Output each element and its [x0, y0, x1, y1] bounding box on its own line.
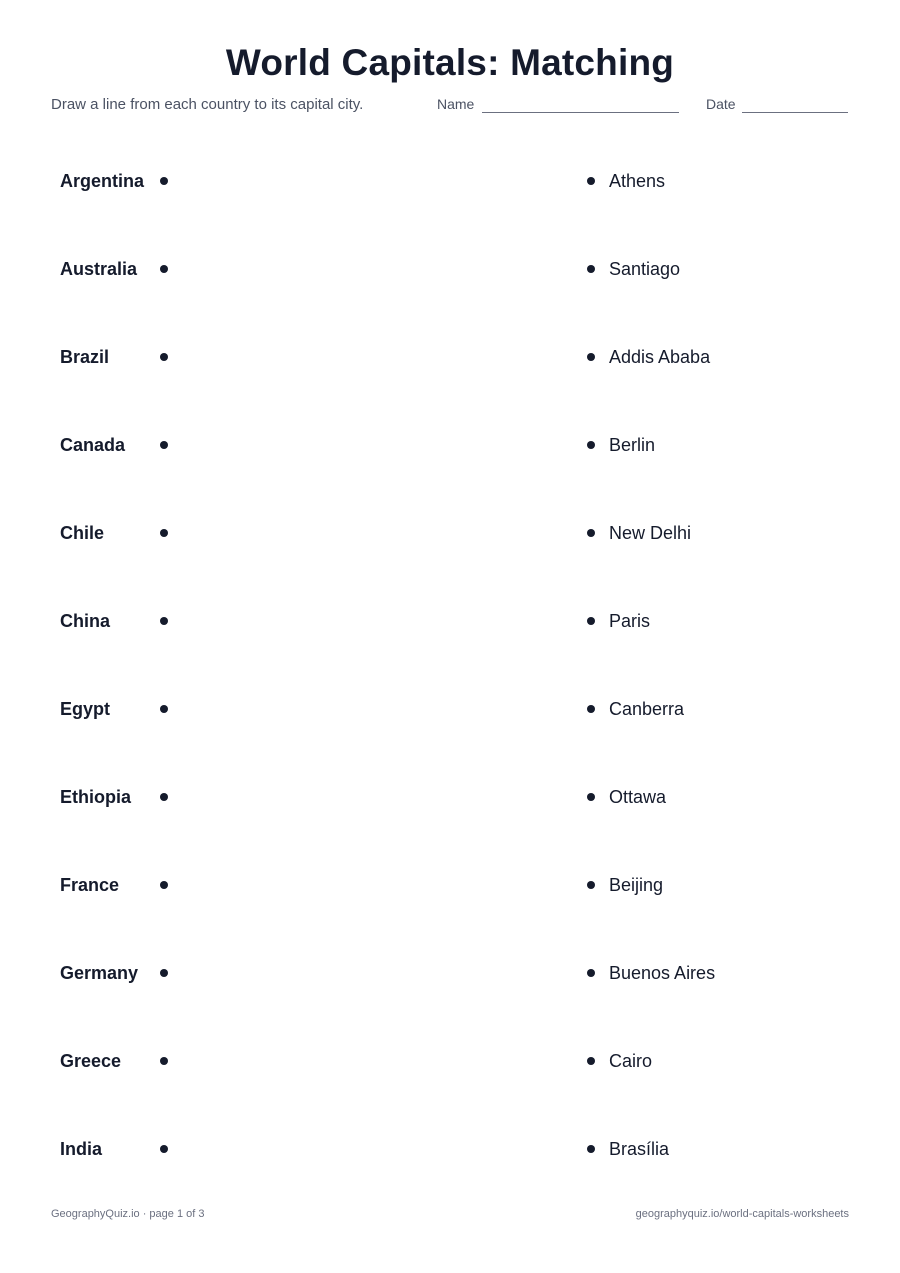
match-row [0, 430, 900, 460]
capital-dot[interactable] [587, 969, 595, 977]
match-row [0, 694, 900, 724]
page-title: World Capitals: Matching [225, 42, 675, 83]
country-dot[interactable] [160, 969, 168, 977]
name-field[interactable] [482, 112, 679, 113]
country-label: Germany [60, 963, 139, 983]
match-row [0, 958, 900, 988]
instructions: Draw a line from each country to its capital city. [51, 96, 364, 113]
country-dot[interactable] [160, 793, 168, 801]
match-row [0, 518, 900, 548]
country-dot[interactable] [160, 353, 168, 361]
country-label: Chile [60, 523, 105, 543]
match-row [0, 1134, 900, 1164]
country-dot[interactable] [160, 177, 168, 185]
country-label: Australia [60, 259, 138, 279]
capital-dot[interactable] [587, 1145, 595, 1153]
country-dot[interactable] [160, 705, 168, 713]
country-dot[interactable] [160, 881, 168, 889]
country-dot[interactable] [160, 441, 168, 449]
capital-dot[interactable] [587, 793, 595, 801]
date-label: Date [706, 96, 736, 112]
capital-dot[interactable] [587, 617, 595, 625]
capital-dot[interactable] [587, 441, 595, 449]
country-label: Argentina [60, 171, 145, 191]
capital-label: Cairo [609, 1051, 653, 1071]
capital-label: Ottawa [609, 787, 667, 807]
country-label: France [60, 875, 120, 895]
capital-dot[interactable] [587, 705, 595, 713]
name-label: Name [437, 96, 475, 112]
capital-dot[interactable] [587, 529, 595, 537]
country-dot[interactable] [160, 529, 168, 537]
match-row [0, 782, 900, 812]
capital-dot[interactable] [587, 177, 595, 185]
country-label: India [60, 1139, 103, 1159]
country-label: Ethiopia [60, 787, 131, 807]
capital-dot[interactable] [587, 265, 595, 273]
capital-label: Buenos Aires [609, 963, 716, 983]
date-field[interactable] [742, 112, 848, 113]
capital-label: Beijing [609, 875, 664, 895]
country-dot[interactable] [160, 617, 168, 625]
country-dot[interactable] [160, 1057, 168, 1065]
match-row [0, 870, 900, 900]
match-row [0, 254, 900, 284]
match-row [0, 606, 900, 636]
capital-dot[interactable] [587, 1057, 595, 1065]
match-row [0, 1046, 900, 1076]
country-dot[interactable] [160, 1145, 168, 1153]
match-row [0, 166, 900, 196]
footer-url: geographyquiz.io/world-capitals-worksheets [635, 1208, 849, 1220]
capital-label: Santiago [609, 259, 681, 279]
country-label: Greece [60, 1051, 122, 1071]
capital-label: Addis Ababa [609, 347, 711, 367]
country-label: Canada [60, 435, 126, 455]
capital-label: New Delhi [609, 523, 692, 543]
capital-label: Canberra [609, 699, 685, 719]
country-label: Egypt [60, 699, 111, 719]
country-label: Brazil [60, 347, 110, 367]
capital-label: Paris [609, 611, 651, 631]
capital-label: Berlin [609, 435, 656, 455]
country-dot[interactable] [160, 265, 168, 273]
footer-page-info: GeographyQuiz.io · page 1 of 3 [51, 1208, 205, 1220]
capital-dot[interactable] [587, 353, 595, 361]
match-row [0, 342, 900, 372]
capital-label: Brasília [609, 1139, 670, 1159]
capital-dot[interactable] [587, 881, 595, 889]
country-label: China [60, 611, 111, 631]
capital-label: Athens [609, 171, 666, 191]
